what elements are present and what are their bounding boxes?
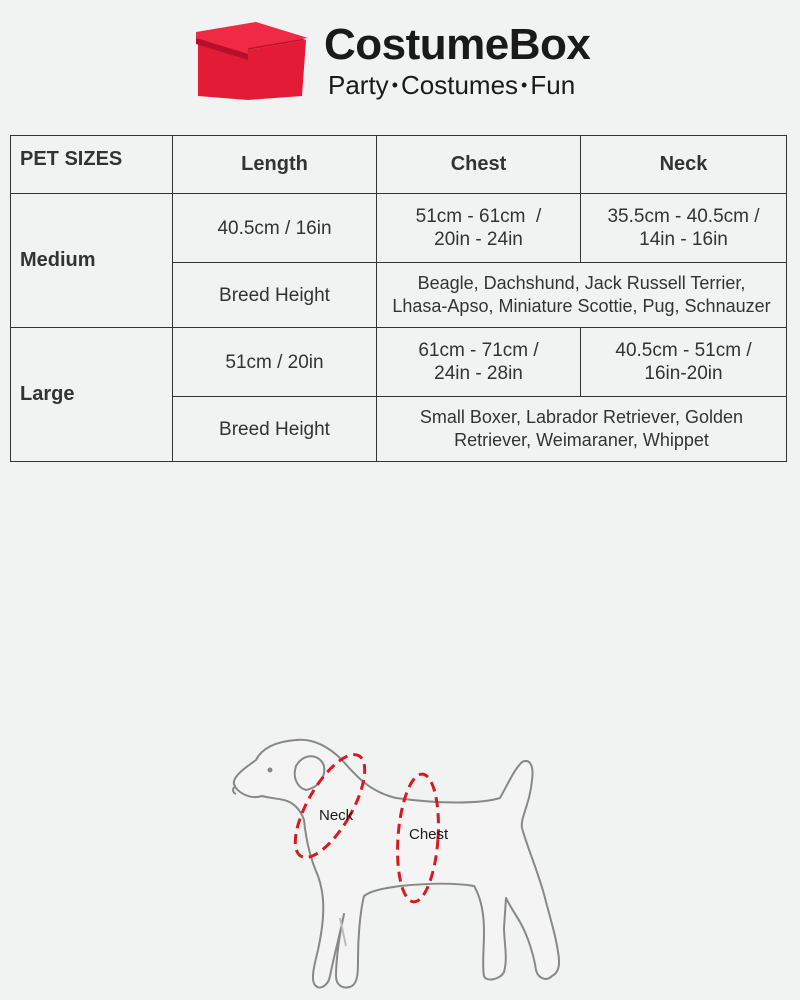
large-breed-height-label: Breed Height	[173, 397, 377, 462]
tagline-party: Party	[328, 70, 389, 100]
tagline-separator: •	[521, 75, 528, 95]
brand-name: CostumeBox	[324, 20, 591, 69]
medium-breeds	[377, 263, 787, 328]
header-pet-sizes: PET SIZES	[11, 136, 173, 194]
medium-neck-in: 14in - 16in	[639, 229, 728, 250]
large-chest-cm: 61cm - 71cm /	[418, 340, 539, 361]
medium-chest	[377, 194, 581, 263]
size-label-large: Large	[11, 328, 173, 462]
table-row-medium-measurements	[11, 194, 787, 263]
medium-neck-cm: 35.5cm - 40.5cm /	[607, 206, 760, 227]
neck-label: Neck	[319, 807, 354, 824]
dog-measurement-diagram	[0, 700, 800, 1000]
large-length: 51cm / 20in	[173, 328, 377, 397]
large-breeds-line2: Retriever, Weimaraner, Whippet	[454, 430, 709, 450]
size-label-medium: Medium	[11, 194, 173, 328]
tagline-separator: •	[391, 75, 398, 95]
medium-neck	[581, 194, 787, 263]
medium-breed-height-label: Breed Height	[173, 263, 377, 328]
tagline-fun: Fun	[530, 70, 576, 100]
header-neck: Neck	[581, 136, 787, 194]
medium-breeds-line2: Lhasa-Apso, Miniature Scottie, Pug, Schnauzer	[392, 296, 771, 316]
large-chest	[377, 328, 581, 397]
chest-label: Chest	[409, 826, 449, 843]
dog-silhouette-icon	[0, 700, 800, 1000]
medium-breeds-line1: Beagle, Dachshund, Jack Russell Terrier,	[417, 273, 746, 293]
medium-chest-cm: 51cm - 61cm /	[415, 206, 542, 227]
tagline-costumes: Costumes	[401, 70, 519, 100]
large-neck-in: 16in-20in	[644, 363, 723, 384]
large-neck	[581, 328, 787, 397]
gift-box-icon	[194, 20, 308, 104]
medium-length: 40.5cm / 16in	[173, 194, 377, 263]
header-length: Length	[173, 136, 377, 194]
large-chest-in: 24in - 28in	[434, 363, 523, 384]
table-header-row	[11, 136, 787, 194]
large-breeds	[377, 397, 787, 462]
brand-tagline	[328, 70, 575, 100]
large-breeds-line1: Small Boxer, Labrador Retriever, Golden	[419, 407, 744, 427]
table-row-large-measurements	[11, 328, 787, 397]
large-neck-cm: 40.5cm - 51cm /	[615, 340, 752, 361]
medium-chest-in: 20in - 24in	[434, 229, 523, 250]
costumebox-logo	[194, 18, 614, 104]
header-chest: Chest	[377, 136, 581, 194]
pet-size-table	[10, 135, 787, 462]
